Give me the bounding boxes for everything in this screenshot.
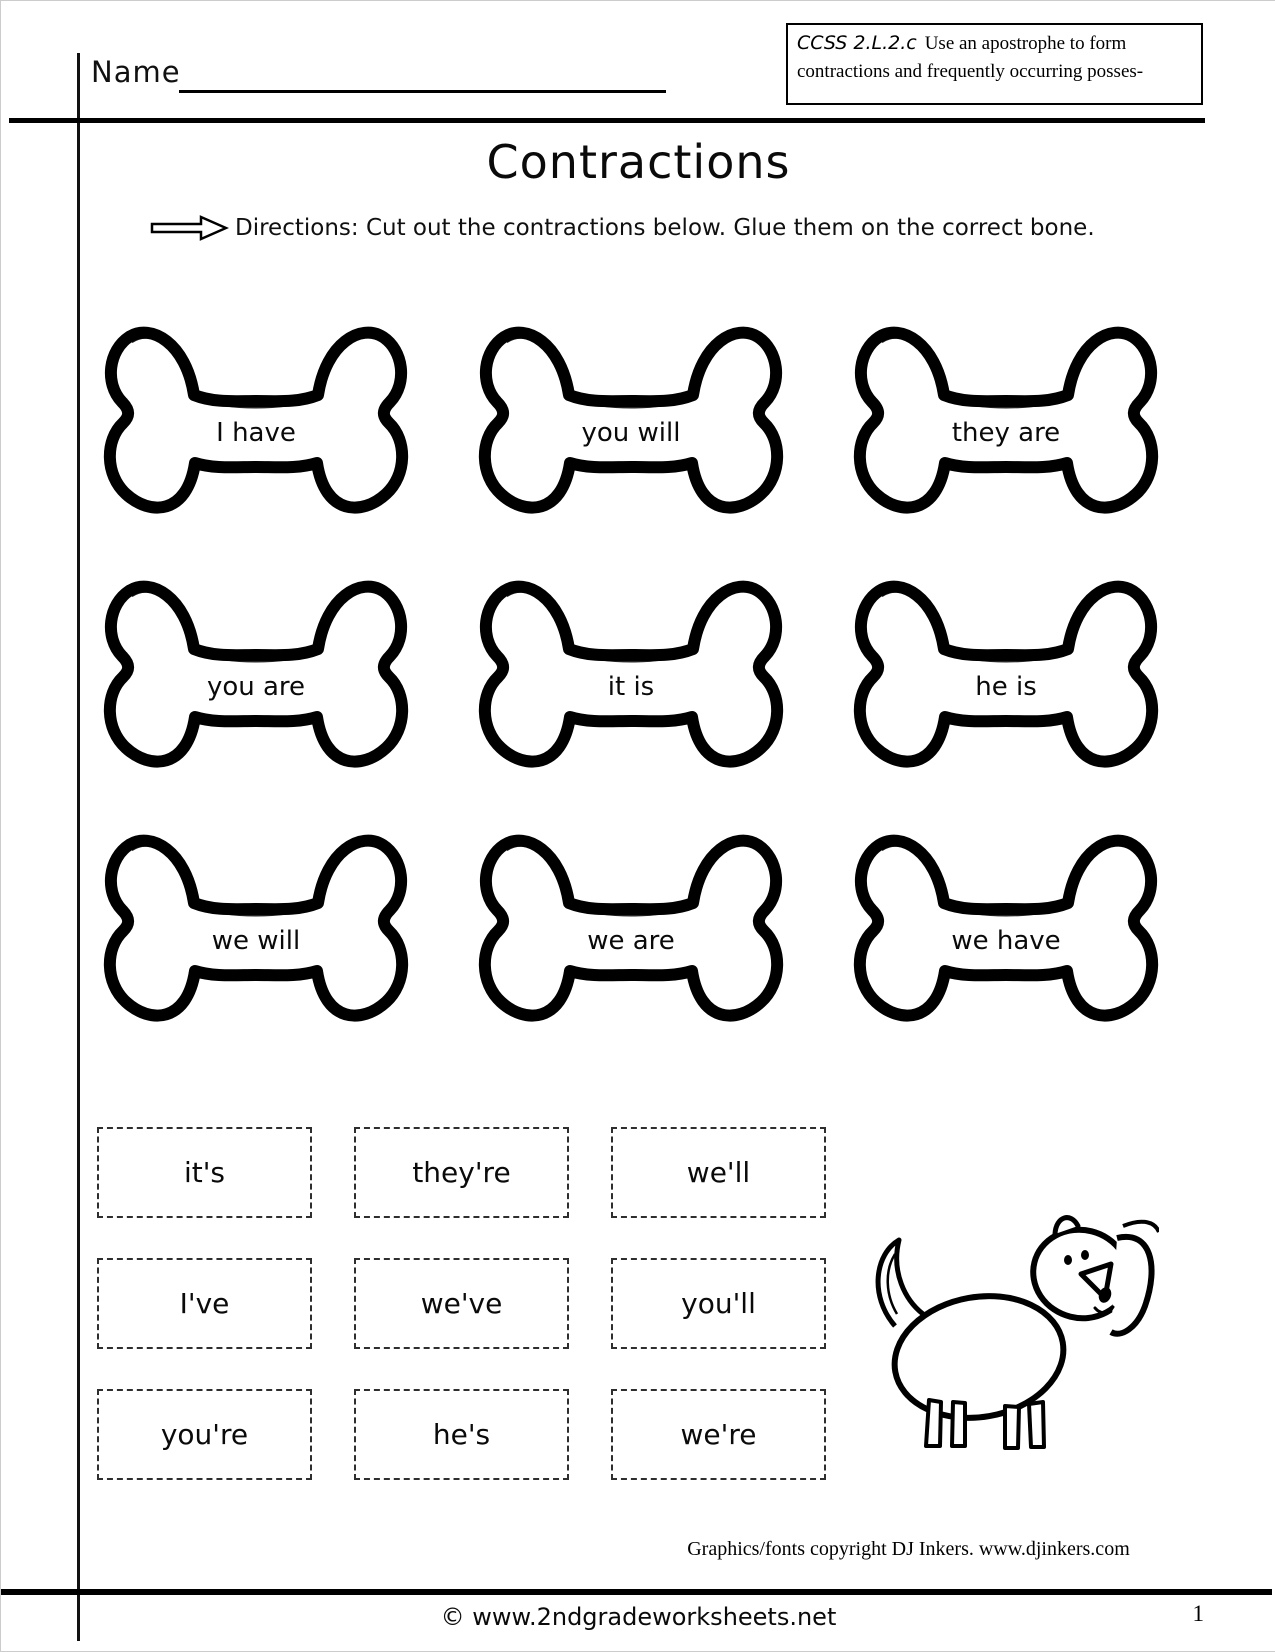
cutout-label: they're [412, 1156, 511, 1189]
bone-card [476, 573, 786, 793]
bone-card [851, 827, 1161, 1047]
bone-card [101, 827, 411, 1047]
cutout-card [354, 1258, 569, 1349]
cutout-card [611, 1389, 826, 1480]
bone-label: you are [206, 672, 306, 703]
name-write-line [179, 90, 666, 93]
page-title: Contractions [486, 135, 791, 189]
dog-illustration [859, 1194, 1159, 1454]
cutout-label: you're [160, 1418, 249, 1451]
bone-label: I have [216, 418, 296, 449]
cutout-card [611, 1127, 826, 1218]
name-label: Name [91, 55, 181, 89]
cutout-label: you'll [681, 1287, 756, 1320]
bone-card [851, 573, 1161, 793]
directions-text: Directions: Cut out the contractions below. Glue them on the correct bone. [235, 215, 1095, 241]
credit-text: Graphics/fonts copyright DJ Inkers. www.djinkers.com [687, 1538, 1130, 1560]
footer-site-text: © www.2ndgradeworksheets.net [440, 1603, 837, 1631]
arrow-right-icon [149, 213, 229, 243]
bone-label: he is [975, 672, 1037, 703]
bone-label: they are [951, 418, 1061, 449]
cutout-label: it's [183, 1156, 226, 1189]
bone-card [476, 827, 786, 1047]
bone-card [851, 319, 1161, 539]
cutout-card [97, 1127, 312, 1218]
bone-card [476, 319, 786, 539]
cutouts-grid [97, 1127, 826, 1480]
bone-label: we will [211, 926, 301, 957]
cutout-card [97, 1389, 312, 1480]
standards-box [786, 23, 1203, 105]
bone-label: you will [581, 418, 681, 449]
bone-label: we are [587, 926, 675, 957]
cutout-label: I've [179, 1287, 230, 1320]
bone-card [101, 573, 411, 793]
cutout-card [97, 1258, 312, 1349]
bones-grid [101, 319, 1161, 1047]
footer-rule [1, 1589, 1272, 1595]
cutout-card [354, 1389, 569, 1480]
header-rule [9, 118, 1205, 123]
cutout-label: we're [680, 1418, 757, 1451]
cutout-card [354, 1127, 569, 1218]
standard-text-line2: contractions and frequently occurring posses- [797, 60, 1144, 82]
notebook-margin-line [77, 53, 80, 1641]
cutout-label: he's [432, 1418, 491, 1451]
cutout-card [611, 1258, 826, 1349]
page-number: 1 [1192, 1601, 1204, 1626]
bone-label: it is [607, 672, 655, 703]
standard-code: CCSS 2.L.2.c [797, 32, 917, 54]
cutout-label: we'll [686, 1156, 751, 1189]
cutout-label: we've [420, 1287, 503, 1320]
directions-row [149, 213, 1095, 243]
standard-text-line1: Use an apostrophe to form [924, 33, 1127, 54]
bone-label: we have [951, 926, 1061, 957]
bone-card [101, 319, 411, 539]
